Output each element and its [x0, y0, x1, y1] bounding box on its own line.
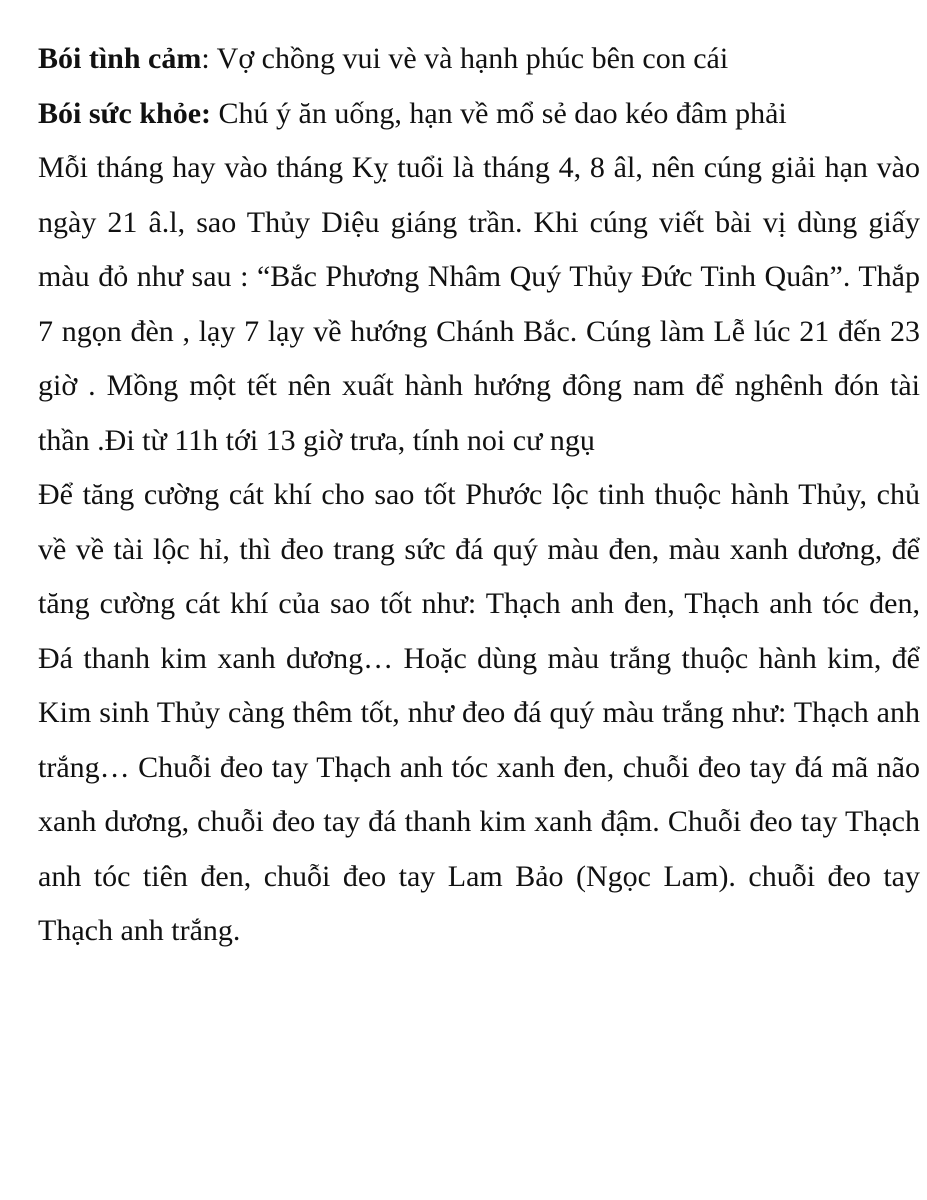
gemstone-paragraph: Để tăng cường cát khí cho sao tốt Phước lộc tinh thuộc hành Thủy, chủ về về tài lộc hỉ, thì đeo trang sức đá quý màu đen, màu xanh dương, để tăng cường cát khí của sao tốt như: Thạch anh đen, Thạch anh tóc đen, Đá thanh kim xanh dương… Hoặc dùng màu trắng thuộc hành kim, để Kim sinh Thủy càng thêm tốt, như đeo đá quý màu trắng như: Thạch anh trắng… Chuỗi đeo tay Thạch anh tóc xanh đen, chuỗi đeo tay đá mã não xanh dương, chuỗi đeo tay đá thanh kim xanh đậm. Chuỗi đeo tay Thạch anh tóc tiên đen, chuỗi đeo tay Lam Bảo (Ngọc Lam). chuỗi đeo tay Thạch anh trắng.: [38, 478, 920, 947]
health-fortune-label: Bói sức khỏe:: [38, 96, 212, 130]
health-fortune-line: [38, 87, 920, 142]
document-page: [38, 32, 920, 959]
ritual-paragraph: Mỗi tháng hay vào tháng Kỵ tuổi là tháng 4, 8 âl, nên cúng giải hạn vào ngày 21 â.l, sao Thủy Diệu giáng trần. Khi cúng viết bài vị dùng giấy màu đỏ như sau : “Bắc Phương Nhâm Quý Thủy Đức Tinh Quân”. Thắp 7 ngọn đèn , lạy 7 lạy về hướng Chánh Bắc. Cúng làm Lễ lúc 21 đến 23 giờ . Mồng một tết nên xuất hành hướng đông nam để nghênh đón tài thần .Đi từ 11h tới 13 giờ trưa, tính noi cư ngụ: [38, 151, 920, 457]
love-fortune-line: [38, 32, 920, 87]
love-fortune-label: Bói tình cảm: [38, 42, 202, 75]
health-fortune-text: Chú ý ăn uống, hạn về mổ sẻ dao kéo đâm phải: [211, 96, 787, 130]
love-fortune-text: : Vợ chồng vui vè và hạnh phúc bên con cái: [201, 42, 729, 75]
